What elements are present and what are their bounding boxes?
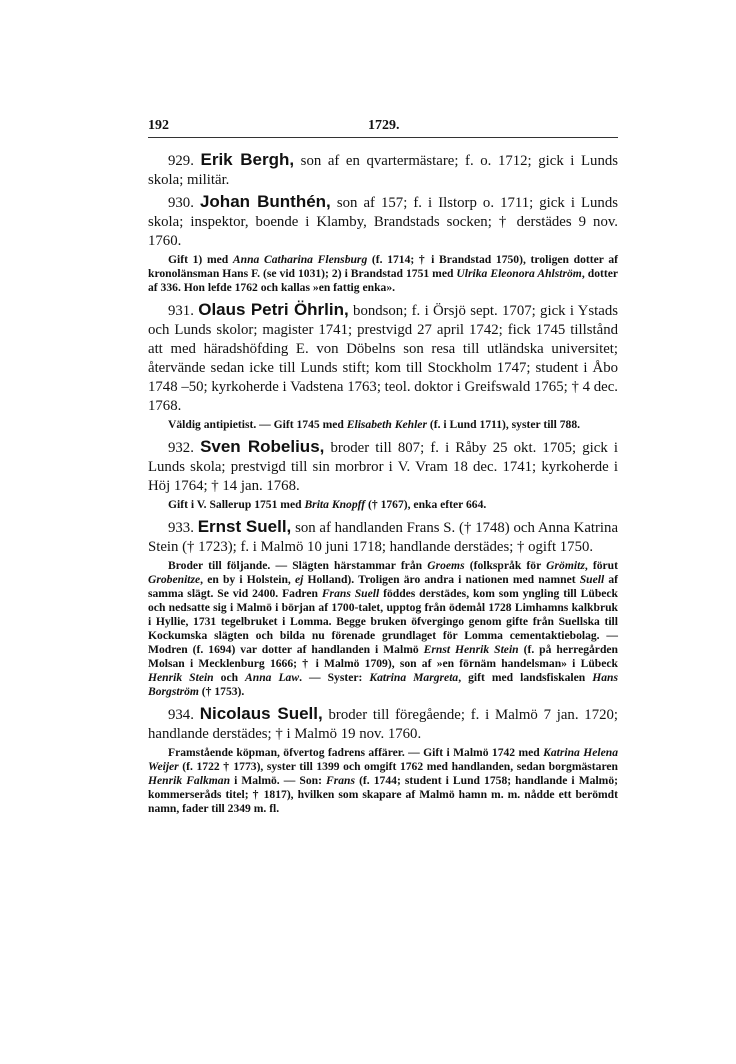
entry-number: 931. [168, 303, 194, 319]
entry-number: 929. [168, 153, 194, 169]
note-text: (f. i Lund 1711), syster till 788. [426, 418, 581, 431]
entry-number: 932. [168, 440, 194, 456]
note-text: Väldig antipietist. — Gift 1745 med [168, 418, 347, 431]
entry-note [148, 746, 618, 816]
note-italic-name: Henrik Falkman [148, 774, 231, 787]
note-italic-name: Henrik Stein [148, 671, 214, 684]
note-italic-name: Suell [579, 573, 605, 586]
note-text: Framstående köpman, öfvertog fadrens affärer. — Gift i Malmö 1742 med [168, 746, 544, 759]
note-text: († 1767), enka efter 664. [365, 498, 487, 511]
note-text: (folkspråk för [464, 559, 547, 572]
note-text: och [213, 671, 246, 684]
entry-text: bondson; f. i Örsjö sept. 1707; gick i Ystads och Lunds skolor; magister 1741; prestvigd 27 april 1742; fick 1745 tillstånd att med häradshöfding E. von Döbelns son resa till utländska universitet; återvände sedan icke till Lunds stift; kom till Stockholm 1747; student i Åbo 1748 –50; kyrkoherde i Vadstena 1763; teol. doktor i Greifswald 1765; † 4 dec. 1768. [148, 303, 619, 414]
note-text: af samma slägt. Se vid 2400. Fadren [148, 573, 619, 600]
note-italic-name: Katrina Margreta [369, 671, 459, 684]
entry-note [148, 418, 618, 432]
note-text: († 1753). [198, 685, 245, 698]
note-italic-name: Hans Borgström [148, 671, 618, 698]
entry-number: 933. [168, 520, 194, 536]
note-text: Holland). Troligen äro andra i nationen med namnet [303, 573, 580, 586]
page-number: 192 [148, 118, 169, 133]
note-italic-name: Anna Catharina Flensburg [232, 253, 368, 266]
note-italic-name: Anna Law [245, 671, 300, 684]
entry-933 [148, 517, 618, 557]
entries-list [148, 150, 618, 821]
note-italic-name: Grömitz [546, 559, 585, 572]
entry-name: Olaus Petri Öhrlin, [198, 300, 349, 319]
note-italic-name: Frans [326, 774, 356, 787]
note-text: (f. 1744; student i Lund 1758; handlande i Malmö; kommerseråds titel; † 1817), hvilken som skapare af Malmö hamn m. m. nådde ett berömdt namn, fader till 2349 m. fl. [148, 774, 618, 815]
page-header [148, 116, 618, 136]
entry-note [148, 498, 618, 512]
entry-931 [148, 300, 618, 416]
note-text: (f. 1722 † 1773), syster till 1399 och omgift 1762 med handlanden, sedan borgmästaren [178, 760, 618, 773]
note-italic-name: Brita Knopff [304, 498, 366, 511]
entry-name: Nicolaus Suell, [199, 704, 323, 723]
entry-text: son af handlanden Frans S. († 1748) och Anna Katrina Stein († 1723); f. i Malmö 10 juni 1718; handlande derstädes; † ogift 1750. [148, 520, 619, 555]
entry-930 [148, 192, 618, 251]
note-text: . — Syster: [299, 671, 370, 684]
entry-934 [148, 704, 618, 744]
note-text: (f. 1714; † i Brandstad 1750), troligen dotter af kronolänsman Hans F. (se vid 1031); 2) i Brandstad 1751 med [148, 253, 618, 280]
note-text: , förut [584, 559, 618, 572]
note-text: , dotter af 336. Hon lefde 1762 och kallas »en fattig enka». [148, 267, 619, 294]
note-italic-name: Katrina Helena Weijer [148, 746, 618, 773]
entry-name: Johan Bunthén, [199, 192, 331, 211]
entry-932 [148, 437, 618, 496]
note-text: Gift i V. Sallerup 1751 med [168, 498, 305, 511]
entry-text: broder till föregående; f. i Malmö 7 jan. 1720; handlande derstädes; † i Malmö 19 nov. 1760. [148, 707, 619, 742]
entry-text: broder till 807; f. i Råby 25 okt. 1705; gick i Lunds skola; prestvigd till sin morbror i V. Vram 18 dec. 1741; kyrkoherde i Höj 1764; † 14 jan. 1768. [148, 440, 618, 494]
entry-number: 930. [168, 195, 194, 211]
note-text: (f. på herregården Molsan i Mecklenburg 1666; † i Malmö 1709), son af »en förnäm handelsman» i Lübeck [148, 643, 618, 670]
note-text: föddes derstädes, kom som yngling till Lübeck och nedsatte sig i Malmö i början af 1700-talet, upptog från ödemål 1728 Limhamns kalkbruk i Hyllie, 1731 tegelbruket i Lomma. Begge bruken öfvergingo genom gifte från Suellska till Kockumska slägten och bilda nu förenade grundlaget för Lomma cementaktiebolag. — Modren (f. 1694) var dotter af handlanden i Malmö [148, 587, 619, 656]
note-text: i Malmö. — Son: [230, 774, 326, 787]
note-italic-name: Groems [427, 559, 465, 572]
note-italic-name: Frans Suell [321, 587, 380, 600]
note-text: , en by i Holstein, [200, 573, 295, 586]
note-text: Gift 1) med [168, 253, 233, 266]
entry-text: son af en qvartermästare; f. o. 1712; gick i Lunds skola; militär. [148, 153, 618, 188]
note-text: , gift med landsfiskalen [458, 671, 593, 684]
entry-name: Ernst Suell, [197, 517, 292, 536]
entry-note [148, 559, 618, 699]
note-italic-name: ej [294, 573, 304, 586]
note-text: Broder till följande. — Slägten härstammar från [168, 559, 428, 572]
note-italic-name: Ulrika Eleonora Ahlström [456, 267, 582, 280]
header-rule [148, 137, 618, 138]
note-italic-name: Ernst Henrik Stein [423, 643, 519, 656]
entry-name: Sven Robelius, [200, 437, 325, 456]
entry-note [148, 253, 618, 295]
entry-number: 934. [168, 707, 194, 723]
note-italic-name: Grobenitze [148, 573, 201, 586]
entry-name: Erik Bergh, [200, 150, 295, 169]
note-italic-name: Elisabeth Kehler [346, 418, 427, 431]
entry-929 [148, 150, 618, 190]
running-head-year: 1729. [368, 118, 400, 133]
entry-text: son af 157; f. i Ilstorp o. 1711; gick i Lunds skola; inspektor, boende i Klamby, Brandstads socken; † derstädes 9 nov. 1760. [148, 195, 618, 249]
